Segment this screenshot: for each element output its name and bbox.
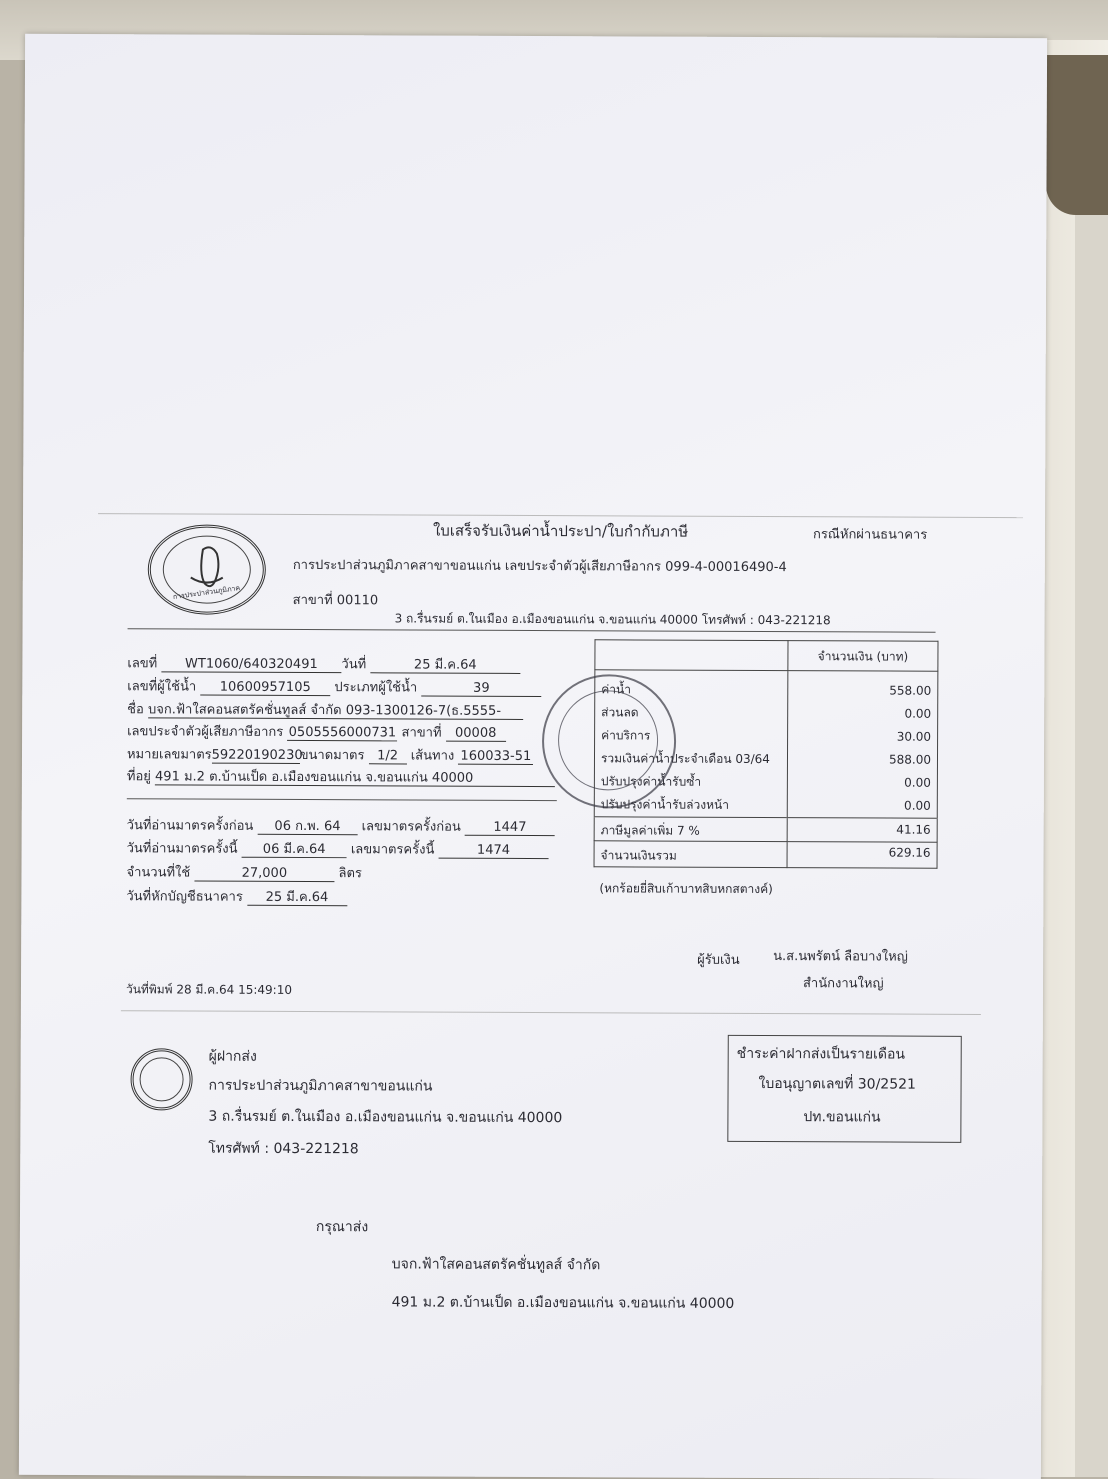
receipt-paper	[19, 34, 1047, 1479]
name-value: บจก.ฟ้าใสคอนสตรัคชั่นทูลส์ จำกัด 093-1300126-7(ธ.5555-	[148, 703, 523, 720]
signature-label: ผู้รับเงิน	[697, 952, 740, 968]
user-type-label: ประเภทผู้ใช้น้ำ	[334, 680, 418, 696]
name-label: ชื่อ	[127, 702, 144, 718]
size-value: 1/2	[369, 749, 407, 764]
user-no-label: เลขที่ผู้ใช้น้ำ	[127, 679, 197, 695]
amount-value-total: 629.16	[787, 842, 937, 869]
row-used	[126, 861, 362, 883]
meter-label: หมายเลขมาตร	[126, 747, 212, 763]
user-type-value: 39	[421, 682, 541, 698]
amount-value-adjust-dup: 0.00	[904, 775, 931, 790]
amount-label-water: ค่าน้ำ	[601, 682, 632, 697]
row-cur-read	[127, 837, 549, 860]
print-date: วันที่พิมพ์ 28 มี.ค.64 15:49:10	[125, 982, 293, 997]
postage-line3: ปท.ขอนแก่น	[803, 1109, 881, 1126]
postage-line1: ชำระค่าฝากส่งเป็นรายเดือน	[736, 1045, 905, 1063]
pwa-logo	[148, 524, 266, 615]
row-meter	[127, 743, 533, 766]
taxid-label: เลขประจำตัวผู้เสียภาษีอากร	[127, 724, 284, 740]
branch-line: สาขาที่ 00110	[292, 592, 379, 609]
signature-office: สำนักงานใหญ่	[802, 976, 884, 992]
postage-box	[727, 1035, 961, 1143]
cur-meter-label: เลขมาตรครั้งนี้	[350, 842, 435, 858]
amount-header: จำนวนเงิน (บาท)	[788, 641, 938, 672]
background-wall	[1075, 215, 1108, 1477]
sender-phone: โทรศัพท์ : 043-221218	[208, 1140, 359, 1158]
sender-org: การประปาส่วนภูมิภาคสาขาขอนแก่น	[208, 1077, 433, 1095]
please-send: กรุณาส่ง	[315, 1219, 369, 1236]
route-label: เส้นทาง	[410, 748, 455, 764]
amount-label-service: ค่าบริการ	[601, 728, 651, 743]
sender-label: ผู้ฝากส่ง	[208, 1048, 257, 1065]
row-name	[127, 698, 523, 721]
cur-read-value: 06 มี.ค.64	[242, 843, 347, 858]
branch-label: สาขาที่	[401, 725, 442, 741]
amount-value-discount: 0.00	[904, 706, 932, 721]
amount-in-words: (หกร้อยยี่สิบเก้าบาทสิบหกสตางค์)	[599, 881, 773, 897]
size-label: ขนาดมาตร	[299, 747, 365, 764]
amount-label-adjust-dup: ปรับปรุงค่าน้ำรับซ้ำ	[600, 774, 702, 789]
background-object	[1046, 55, 1108, 215]
bank-date-label: วันที่หักบัญชีธนาคาร	[126, 889, 243, 905]
used-label: จำนวนที่ใช้	[126, 865, 191, 881]
amount-value-vat: 41.16	[787, 818, 937, 843]
no-value: WT1060/640320491	[161, 657, 341, 673]
recipient-name: บจก.ฟ้าใสคอนสตรัคชั่นทูลส์ จำกัด	[391, 1256, 601, 1274]
tear-line-top	[98, 513, 1023, 518]
logo-caption: การประปาส่วนภูมิภาค	[172, 584, 241, 602]
prev-meter-value: 1447	[465, 821, 555, 836]
cur-meter-value: 1474	[438, 844, 548, 859]
taxid-value: 0505556000731	[288, 724, 397, 741]
amount-value-water: 558.00	[889, 683, 932, 698]
amount-value-monthly: 588.00	[888, 752, 932, 767]
pwa-logo-figure-icon	[151, 527, 263, 611]
amount-value-adjust-adv: 0.00	[904, 798, 931, 813]
blank-rule	[127, 798, 557, 801]
cur-read-label: วันที่อ่านมาตรครั้งนี้	[126, 841, 238, 857]
amount-total-row	[594, 841, 937, 868]
addr-value: 491 ม.2 ต.บ้านเป็ด อ.เมืองขอนแก่น จ.ขอนแก่น 40000	[155, 770, 555, 787]
receipt-title: ใบเสร็จรับเงินค่าน้ำประปา/ใบกำกับภาษี	[432, 521, 689, 541]
meter-value: 59220190230	[211, 747, 303, 763]
pwa-logo-small	[130, 1048, 192, 1110]
branch-value: 00008	[446, 727, 506, 742]
user-no-value: 10600957105	[200, 681, 330, 697]
addr-label: ที่อยู่	[126, 769, 151, 785]
amount-label-monthly: รวมเงินค่าน้ำประจำเดือน 03/64	[600, 751, 770, 767]
prev-read-label: วันที่อ่านมาตรครั้งก่อน	[126, 818, 254, 834]
amount-label-discount: ส่วนลด	[601, 705, 639, 720]
postage-line2: ใบอนุญาตเลขที่ 30/2521	[758, 1075, 916, 1093]
payment-note: กรณีหักผ่านธนาคาร	[812, 527, 928, 543]
amount-vat-row	[594, 817, 937, 842]
tear-line-bottom	[121, 1010, 981, 1015]
amount-label-total: จำนวนเงินรวม	[594, 841, 787, 868]
amount-label-vat: ภาษีมูลค่าเพิ่ม 7 %	[594, 817, 787, 842]
signature-name: น.ส.นพรัตน์ ลือบางใหญ่	[773, 949, 908, 965]
used-unit: ลิตร	[338, 866, 362, 882]
row-no	[127, 652, 520, 675]
date-value: 25 มี.ค.64	[370, 658, 520, 674]
bank-date-value: 25 มี.ค.64	[247, 891, 347, 906]
amount-value-service: 30.00	[896, 729, 932, 744]
recipient-address: 491 ม.2 ต.บ้านเป็ด อ.เมืองขอนแก่น จ.ขอนแก่น 40000	[391, 1294, 735, 1312]
date-label: วันที่	[341, 657, 367, 673]
row-address	[127, 765, 555, 788]
amount-header-row	[595, 640, 938, 671]
row-bank-date	[126, 885, 347, 907]
address-phone: 3 ถ.รื่นรมย์ ต.ในเมือง อ.เมืองขอนแก่น จ.ขอนแก่น 40000 โทรศัพท์ : 043-221218	[394, 611, 831, 628]
row-taxid	[127, 720, 506, 743]
row-prev-read	[127, 814, 555, 837]
prev-read-value: 06 ก.พ. 64	[257, 820, 357, 835]
sender-address: 3 ถ.รื่นรมย์ ต.ในเมือง อ.เมืองขอนแก่น จ.ขอนแก่น 40000	[208, 1108, 563, 1127]
amount-label-adjust-adv: ปรับปรุงค่าน้ำรับล่วงหน้า	[600, 797, 730, 812]
org-line: การประปาส่วนภูมิภาคสาขาขอนแก่น เลขประจำตัวผู้เสียภาษีอากร 099-4-00016490-4	[292, 557, 787, 576]
official-seal-stamp	[542, 674, 677, 809]
no-label: เลขที่	[127, 656, 158, 672]
row-user	[127, 675, 541, 698]
prev-meter-label: เลขมาตรครั้งก่อน	[361, 819, 461, 835]
route-value: 160033-51	[458, 750, 533, 765]
used-value: 27,000	[194, 867, 334, 883]
